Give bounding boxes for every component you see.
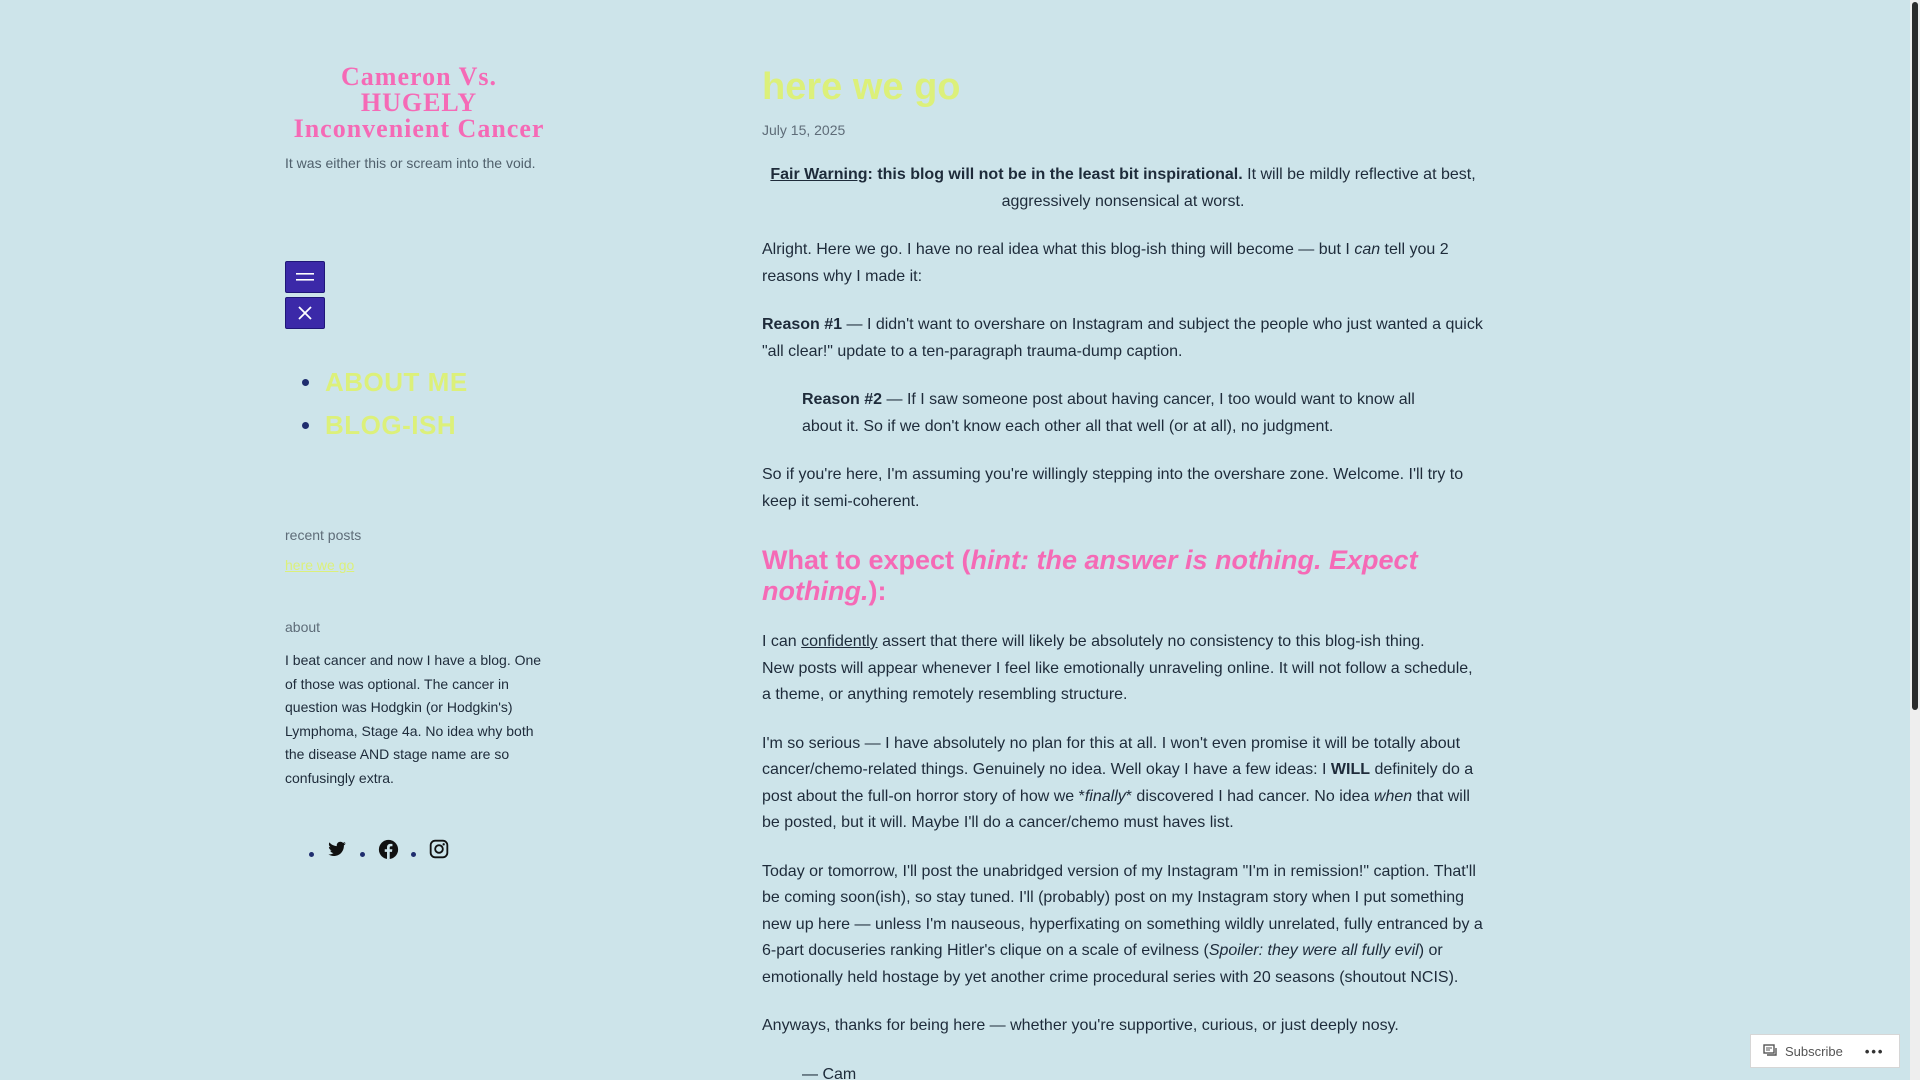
post-article: [762, 64, 1484, 1080]
main-navigation: [285, 361, 553, 447]
fair-warning-paragraph: [762, 162, 1484, 215]
reason-1-label: Reason #1: [762, 316, 843, 333]
subscribe-label: Subscribe: [1785, 1043, 1843, 1059]
reason-1-paragraph: [762, 312, 1484, 365]
section-heading: [762, 545, 1484, 607]
fair-warning-link[interactable]: Fair Warning: [770, 166, 868, 183]
intro-emphasis: can: [1354, 241, 1381, 258]
plans-text-3: * discovered I had cancer. No idea: [1125, 787, 1374, 805]
list-bullet: [360, 852, 365, 857]
reason-2-paragraph: [762, 387, 1484, 440]
welcome-paragraph: So if you're here, I'm assuming you're willingly stepping into the overshare zone. Welcome. I'll try to keep it semi-coherent.: [762, 466, 1464, 510]
plans-text-2: definitely do a post about the full-on horror story of how we *: [762, 761, 1474, 805]
reason-1-text: — I didn't want to overshare on Instagram and subject the people who just wanted a quick "all clear!" update to a ten-paragraph trauma-dump caption.: [762, 316, 1483, 360]
instagram-paragraph: [762, 859, 1484, 992]
list-bullet: [302, 422, 309, 429]
heading-emphasis: hint: the answer is nothing. Expect nothing.: [762, 545, 1418, 606]
signoff: — Cam: [802, 1065, 857, 1080]
site-title-line-2: HUGELY: [360, 88, 478, 117]
instagram-icon: [429, 839, 449, 859]
recent-posts-widget: [285, 527, 553, 575]
post-date: July 15, 2025: [762, 122, 846, 138]
site-title[interactable]: [285, 64, 553, 142]
spoiler-emphasis: Spoiler: they were all fully evil: [1208, 942, 1419, 959]
list-bullet: [309, 852, 314, 857]
post-content: [762, 162, 1484, 1080]
facebook-icon: [378, 839, 399, 860]
nav-link-blog-ish[interactable]: BLOG-ISH: [325, 410, 457, 440]
close-icon: [297, 305, 313, 321]
nav-item-about-me: [285, 361, 553, 404]
heading-text-end: ):: [868, 576, 887, 606]
instagram-link[interactable]: [428, 838, 450, 860]
social-links: [309, 838, 553, 860]
plans-paragraph: [762, 731, 1484, 837]
about-heading: about: [285, 619, 321, 635]
nav-item-blog-ish: [285, 404, 553, 447]
confidently-link[interactable]: confidently: [801, 633, 878, 650]
nav-link-about-me[interactable]: ABOUT ME: [325, 367, 468, 397]
consistency-text-end: assert that there will likely be absolutely no consistency to this blog-ish thing.: [877, 633, 1425, 650]
schedule-text: New posts will appear whenever I feel like emotionally unraveling online. It will not follow a schedule, a theme, or anything remotely resembling structure.: [762, 659, 1473, 703]
subscribe-button[interactable]: [1763, 1044, 1843, 1059]
instagram-text-end: ) or emotionally held hostage by yet another crime procedural series with 20 seasons (shoutout NCIS).: [762, 942, 1459, 986]
more-options-button[interactable]: •••: [1864, 1043, 1885, 1059]
warning-rest: It will be mildly reflective at best, aggressively nonsensical at worst.: [1001, 166, 1476, 210]
intro-text-end: tell you 2 reasons why I made it:: [762, 241, 1449, 285]
subscribe-icon: [1763, 1044, 1779, 1058]
open-menu-button[interactable]: [285, 261, 325, 293]
warning-bold: : this blog will not be in the least bit inspirational.: [867, 166, 1243, 183]
consistency-paragraph: [762, 629, 1484, 709]
plans-emphasis-2: when: [1373, 787, 1413, 805]
post-title: here we go: [762, 66, 961, 108]
scrollbar-thumb[interactable]: [1912, 2, 1918, 710]
facebook-link[interactable]: [377, 838, 399, 860]
site-title-line-1: Cameron Vs.: [341, 62, 497, 91]
reason-2-text: — If I saw someone post about having cancer, I too would want to know all about it. So if we don't know each other all that well (or at all), no judgment.: [802, 391, 1415, 435]
thanks-paragraph: Anyways, thanks for being here — whether you're supportive, curious, or just deeply nosy.: [762, 1017, 1399, 1034]
reason-2-label: Reason #2: [802, 391, 883, 408]
twitter-icon: [326, 839, 348, 859]
hamburger-icon: [296, 272, 314, 282]
plans-bold: WILL: [1330, 761, 1370, 778]
plans-text: I'm so serious — I have absolutely no plan for this at all. I won't even promise it will be totally about cancer/chemo-related things. Genuinely no idea. Well okay I have a few ideas: I: [762, 734, 1461, 778]
recent-posts-heading: recent posts: [285, 527, 362, 543]
scrollbar-track[interactable]: [1910, 0, 1920, 1080]
about-text: I beat cancer and now I have a blog. One of those was optional. The cancer in question was Hodgkin (or Hodgkin's) Lymphoma, Stage 4a. No idea why both the disease AND stage name are so confusingly extra.: [285, 652, 542, 786]
heading-text: What to expect (: [762, 545, 971, 575]
instagram-text: Today or tomorrow, I'll post the unabridged version of my Instagram "I'm in remission!" caption. That'll be coming soon(ish), so stay tuned. I'll (probably) post on my Instagram story when I put something new up here — unless I'm nauseous, hyperfixating on something wildly unrelated, fully entranced by a 6-part docuseries ranking Hitler's clique on a scale of evilness (: [762, 862, 1483, 959]
consistency-text: I can: [762, 633, 802, 650]
site-tagline: It was either this or scream into the void.: [285, 155, 536, 171]
close-menu-button[interactable]: [285, 297, 325, 329]
twitter-link[interactable]: [326, 838, 348, 860]
list-bullet: [411, 852, 416, 857]
list-bullet: [302, 379, 309, 386]
sidebar: [285, 64, 553, 860]
plans-emphasis-1: finally: [1084, 787, 1126, 805]
recent-post-link[interactable]: here we go: [285, 557, 355, 573]
intro-text: Alright. Here we go. I have no real idea what this blog-ish thing will become — but I: [762, 241, 1355, 258]
subscribe-bar: [1750, 1034, 1900, 1068]
about-widget: [285, 619, 553, 790]
plans-text-4: that will be posted, but it will. Maybe I'll do a cancer/chemo must haves list.: [762, 787, 1470, 831]
intro-paragraph: [762, 237, 1484, 290]
site-title-line-3: Inconvenient Cancer: [293, 114, 545, 143]
